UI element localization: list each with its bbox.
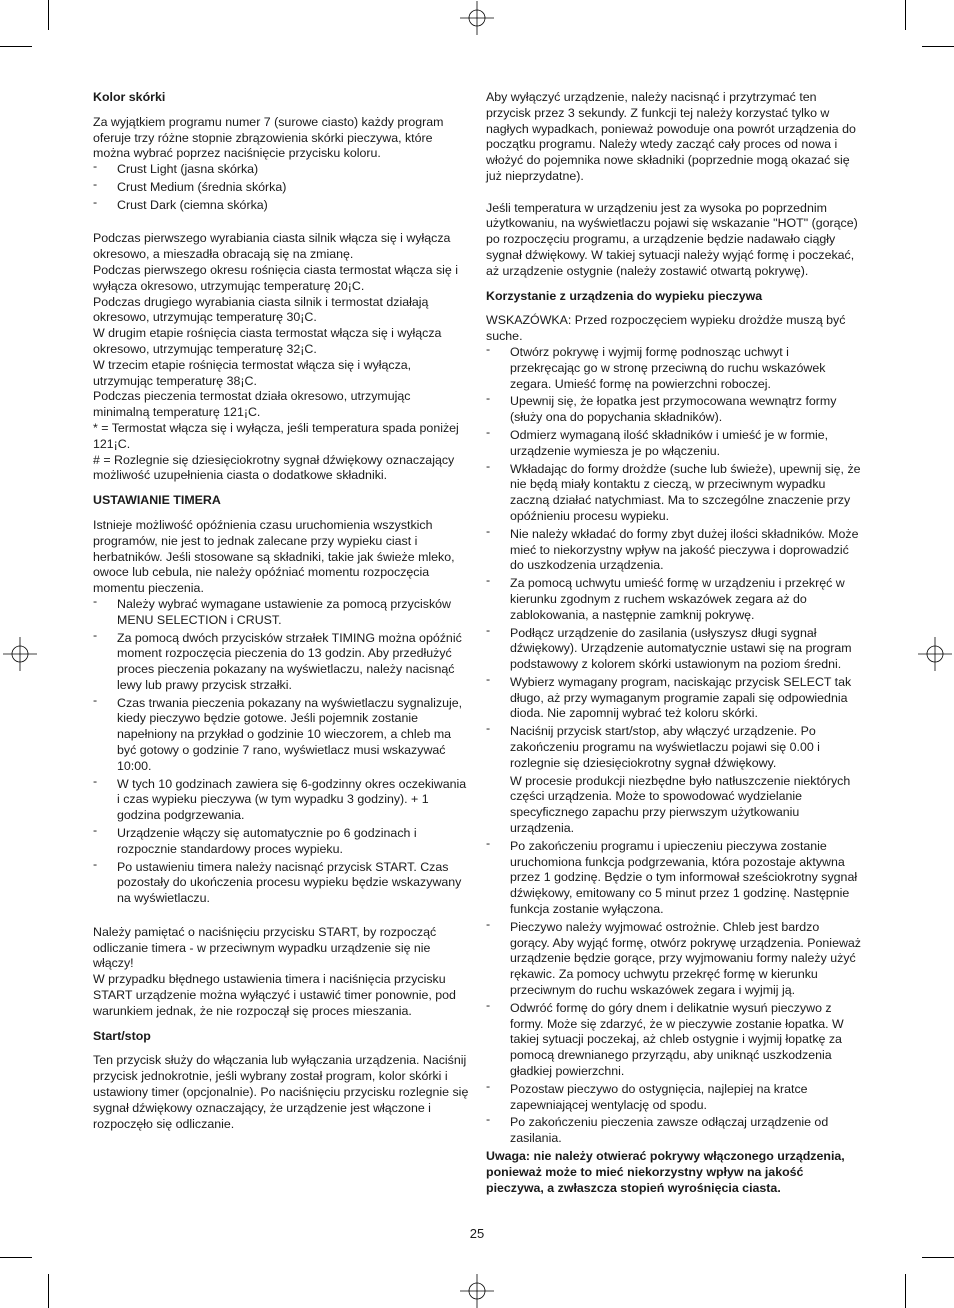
crop-mark-top-left-v <box>48 0 49 30</box>
paragraph: Podczas pierwszego wyrabiania ciasta silnik włącza się i wyłącza okresowo, a mieszadła obracają się na zmianę. <box>93 231 451 262</box>
section-heading: USTAWIANIE TIMERA <box>93 493 221 508</box>
spacer <box>93 1020 469 1029</box>
paragraph: WSKAZÓWKA: Przed rozpoczęciem wypieku drożdże muszą być suche. <box>486 313 846 344</box>
list-item: - Należy wybrać wymagane ustawienie za pomocą przycisków MENU SELECTION i CRUST. <box>93 597 469 629</box>
list-item: - W tych 10 godzinach zawiera się 6-godzinny okres oczekiwania i czas wypieku pieczywa (w tym wypadku 3 godziny). + 1 godzina podgrzewania. <box>93 777 469 824</box>
list-item: - Wybierz wymagany program, naciskając przycisk SELECT tak długo, aż przy wymaganym programie zapali się odpowiednia dioda. Nie zapomnij wybrać też koloru skórki. <box>486 675 862 722</box>
section-heading: Kolor skórki <box>93 90 166 104</box>
list-item: - Otwórz pokrywę i wyjmij formę podnosząc uchwyt i przekręcając go w stronę przeciwną do ruchu wskazówek zegara. Umieść formę na powierzchni roboczej. <box>486 345 862 392</box>
bullet-list <box>486 774 862 837</box>
list-item: - Wkładając do formy drożdże (suche lub świeże), upewnij się, że nie będą miały kontaktu z cieczą, w przeciwnym wypadku zaczną działać natychmiast. Ma to szczególne znaczenie przy opóźnieniu procesu wypieku. <box>486 462 862 525</box>
crop-mark-top-right-h <box>922 46 954 47</box>
warning-paragraph: Uwaga: nie należy otwierać pokrywy włączonego urządzenia, ponieważ może to mieć niekorzystny wpływ na jakość pieczywa, a zwłaszcza stopień wyrośnięcia ciasta. <box>486 1149 845 1195</box>
paragraph: Podczas drugiego wyrabiania ciasta silnik i termostat działają okresowo, utrzymując temperaturę 30¡C. <box>93 294 429 325</box>
list-item: - Odwróć formę do góry dnem i delikatnie wysuń pieczywo z formy. Może się zdarzyć, że w pieczywie zostanie łopatka. W takiej sytuacji poczekaj, aż chleb ostygnie i wyjmij łopatkę za pomocą drewnianego przyrządu, aby uniknąć uszkodzenia gładkiej powierzchni. <box>486 1001 862 1080</box>
crop-mark-top-left-h <box>0 46 32 47</box>
list-item: - Pieczywo należy wyjmować ostrożnie. Chleb jest bardzo gorący. Aby wyjąć formę, otwórz pokrywę urządzenia. Ponieważ urządzenie będzie gorące, przy wyjmowaniu formy należy użyć rękawic. Za pomocy uchwytu przekręć formę w kierunku przeciwnym do ruchu wskazówek zegara i wyjmij ją. <box>486 920 862 999</box>
bullet-list <box>93 597 469 907</box>
paragraph: W przypadku błędnego ustawienia timera i naciśnięcia przycisku START urządzenie można wyłączyć i ustawić timer ponownie, pod warunkiem jednak, że nie rozpoczął się proces mieszania. <box>93 972 456 1018</box>
list-item: - Po zakończeniu pieczenia zawsze odłączaj urządzenie od zasilania. <box>486 1115 862 1147</box>
list-item: - Po ustawieniu timera należy nacisnąć przycisk START. Czas pozostały do ukończenia procesu wypieku będzie wskazywany na wyświetlaczu. <box>93 860 469 907</box>
crop-mark-bottom-left-h <box>0 1257 32 1258</box>
bullet-list <box>486 839 862 1147</box>
list-item: - Naciśnij przycisk start/stop, aby włączyć urządzenie. Po zakończeniu programu na wyświetlaczu pojawi się 0.00 i rozlegnie się dziesięciokrotny sygnał dźwiękowy. <box>486 724 862 771</box>
crop-mark-bottom-left-v <box>48 1274 49 1308</box>
paragraph: # = Rozlegnie się dziesięciokrotny sygnał dźwiękowy oznaczający możliwość uzupełnienia ciasta o dodatkowe składniki. <box>93 452 455 483</box>
bullet-list <box>93 162 469 213</box>
spacer <box>93 1044 469 1053</box>
list-item: - Crust Medium (średnia skórka) <box>93 180 469 196</box>
registration-mark-bottom <box>460 1274 494 1308</box>
list-item: - Odmierz wymaganą ilość składników i umieść je w formie, urządzenie wymiesza je po włączeniu. <box>486 428 862 460</box>
paragraph: W drugim etapie rośnięcia ciasta termostat włącza się i wyłącza okresowo, utrzymując temperaturę 32¡C. <box>93 326 442 356</box>
list-item: - Nie należy wkładać do formy zbyt dużej ilości składników. Może mieć to niekorzystny wpływ na jakość pieczywa i doprowadzić do uszkodzenia urządzenia. <box>486 527 862 574</box>
list-item: - Podłącz urządzenie do zasilania (usłyszysz długi sygnał dźwiękowy). Urządzenie automatycznie ustawi się na program podstawowy z kolorem skórki ustawionym na poziom średni. <box>486 626 862 673</box>
bullet-list <box>486 345 862 772</box>
left-column <box>93 90 469 1132</box>
registration-mark-right <box>918 637 952 671</box>
list-item: - Urządzenie włączy się automatycznie po 6 godzinach i rozpocznie standardowy proces wypieku. <box>93 826 469 858</box>
spacer <box>93 509 469 518</box>
paragraph: W trzecim etapie rośnięcia termostat włącza się i wyłącza, utrzymując temperaturę 38¡C. <box>93 357 412 388</box>
spacer <box>486 280 862 289</box>
paragraph: * = Termostat włącza się i wyłącza, jeśli temperatura spada poniżej 121¡C. <box>93 420 459 451</box>
list-item: - Upewnij się, że łopatka jest przymocowana wewnątrz formy (służy ona do popychania składników). <box>486 394 862 426</box>
paragraph: Należy pamiętać o naciśnięciu przycisku START, by rozpocząć odliczanie timera - w przeciwnym wypadku urządzenie się nie włączy! <box>93 924 437 971</box>
list-item: - Po zakończeniu programu i upieczeniu pieczywa zostanie uruchomiona funkcja podgrzewania, która pozostaje aktywna przez 1 godzinę. Będzie o tym informował sześciokrotny sygnał dźwiękowy, emitowany co 5 minut przez 1 godzinę. Następnie funkcja zostanie wyłączona. <box>486 839 862 918</box>
list-item: - Pozostaw pieczywo do ostygnięcia, najlepiej na kratce zapewniającej wentylację od spodu. <box>486 1082 862 1114</box>
paragraph: Aby wyłączyć urządzenie, należy nacisnąć i przytrzymać ten przycisk przez 3 sekundy. Z funkcji tej należy korzystać tylko w nagłych wypadkach, ponieważ powoduje ona powrót urządzenia do początku programu. Należy wtedy zacząć cały proces od nowa i włożyć do pojemnika nowe składniki (poprzednie mogą okazać się już nieprzydatne). <box>486 90 856 183</box>
spacer <box>93 484 469 493</box>
list-item: - Crust Dark (ciemna skórka) <box>93 198 469 214</box>
list-item: - Za pomocą dwóch przycisków strzałek TIMING można opóźnić moment rozpoczęcia pieczenia do 13 godzin. Aby przedłużyć proces pieczenia pokazany na wyświetlaczu, należy nacisnąć lewy lub prawy przycisk strzałki. <box>93 631 469 694</box>
crop-mark-bottom-right-v <box>905 1274 906 1308</box>
page-number: 25 <box>469 1226 485 1241</box>
registration-mark-top <box>460 1 494 35</box>
paragraph: Istnieje możliwość opóźnienia czasu uruchomienia wszystkich programów, nie jest to jednak zalecane przy wypieku ciast i herbatników. Jeśli stosowane są składniki, takie jak świeże mleko, owoce lub cebula, nie należy opóźniać momentu rozpoczęcia momentu pieczenia. <box>93 517 455 596</box>
paragraph: Za wyjątkiem programu numer 7 (surowe ciasto) każdy program oferuje trzy różne stopnie zbrązowienia skórki pieczywa, które można wybrać poprzez naciśnięcie przycisku koloru. <box>93 114 444 161</box>
spacer <box>486 304 862 313</box>
spacer <box>486 185 862 201</box>
section-heading: Korzystanie z urządzenia do wypieku pieczywa <box>486 288 763 303</box>
spacer <box>93 106 469 115</box>
list-item: - Czas trwania pieczenia pokazany na wyświetlaczu sygnalizuje, kiedy pieczywo będzie gotowe. Jeśli pojemnik zostanie napełniony na przykład o godzinie 10 wieczorem, a chleb ma być gotowy o godzinie 7 rano, wyświetlacz musi wskazywać 10:00. <box>93 696 469 775</box>
list-item: - Za pomocą uchwytu umieść formę w urządzeniu i przekręć w kierunku zgodnym z ruchem wskazówek zegara aż do zablokowania, a następnie zamknij pokrywę. <box>486 576 862 623</box>
crop-mark-bottom-right-h <box>922 1257 954 1258</box>
paragraph: Jeśli temperatura w urządzeniu jest za wysoka po poprzednim użytkowaniu, na wyświetlaczu pojawi się wskazanie "HOT" (gorące) po rozpoczęciu programu, a urządzenie będzie nadawało ciągły sygnał dźwiękowy. W takiej sytuacji należy wyjąć formę i poczekać, aż urządzenie ostygnie (należy zostawić otwartą pokrywę). <box>486 200 858 278</box>
crop-mark-top-right-v <box>905 0 906 30</box>
right-column <box>486 90 862 1196</box>
section-heading: Start/stop <box>93 1028 151 1043</box>
paragraph: Podczas pieczenia termostat działa okresowo, utrzymując minimalną temperaturę 121¡C. <box>93 389 411 420</box>
paragraph: Ten przycisk służy do włączania lub wyłączania urządzenia. Naciśnij przycisk jednokrotnie, jeśli wybrany został program, kolor skórki i ustawiony timer (opcjonalnie). Po naciśnięciu przycisku rozlegnie się sygnał dźwiękowy oznaczający, że urządzenie jest włączone i rozpoczęło się odliczanie. <box>93 1053 469 1131</box>
registration-mark-left <box>3 637 37 671</box>
list-item: W procesie produkcji niezbędne było natłuszczenie niektórych części urządzenia. Może to spowodować wydzielanie specyficznego zapachu przy pierwszym użytkowaniu urządzenia. <box>510 773 851 836</box>
paragraph: Podczas pierwszego okresu rośnięcia ciasta termostat włącza się i wyłącza okresowo, utrzymując temperaturę 20¡C. <box>93 262 458 293</box>
spacer <box>93 909 469 925</box>
spacer <box>93 216 469 232</box>
list-item: - Crust Light (jasna skórka) <box>93 162 469 178</box>
